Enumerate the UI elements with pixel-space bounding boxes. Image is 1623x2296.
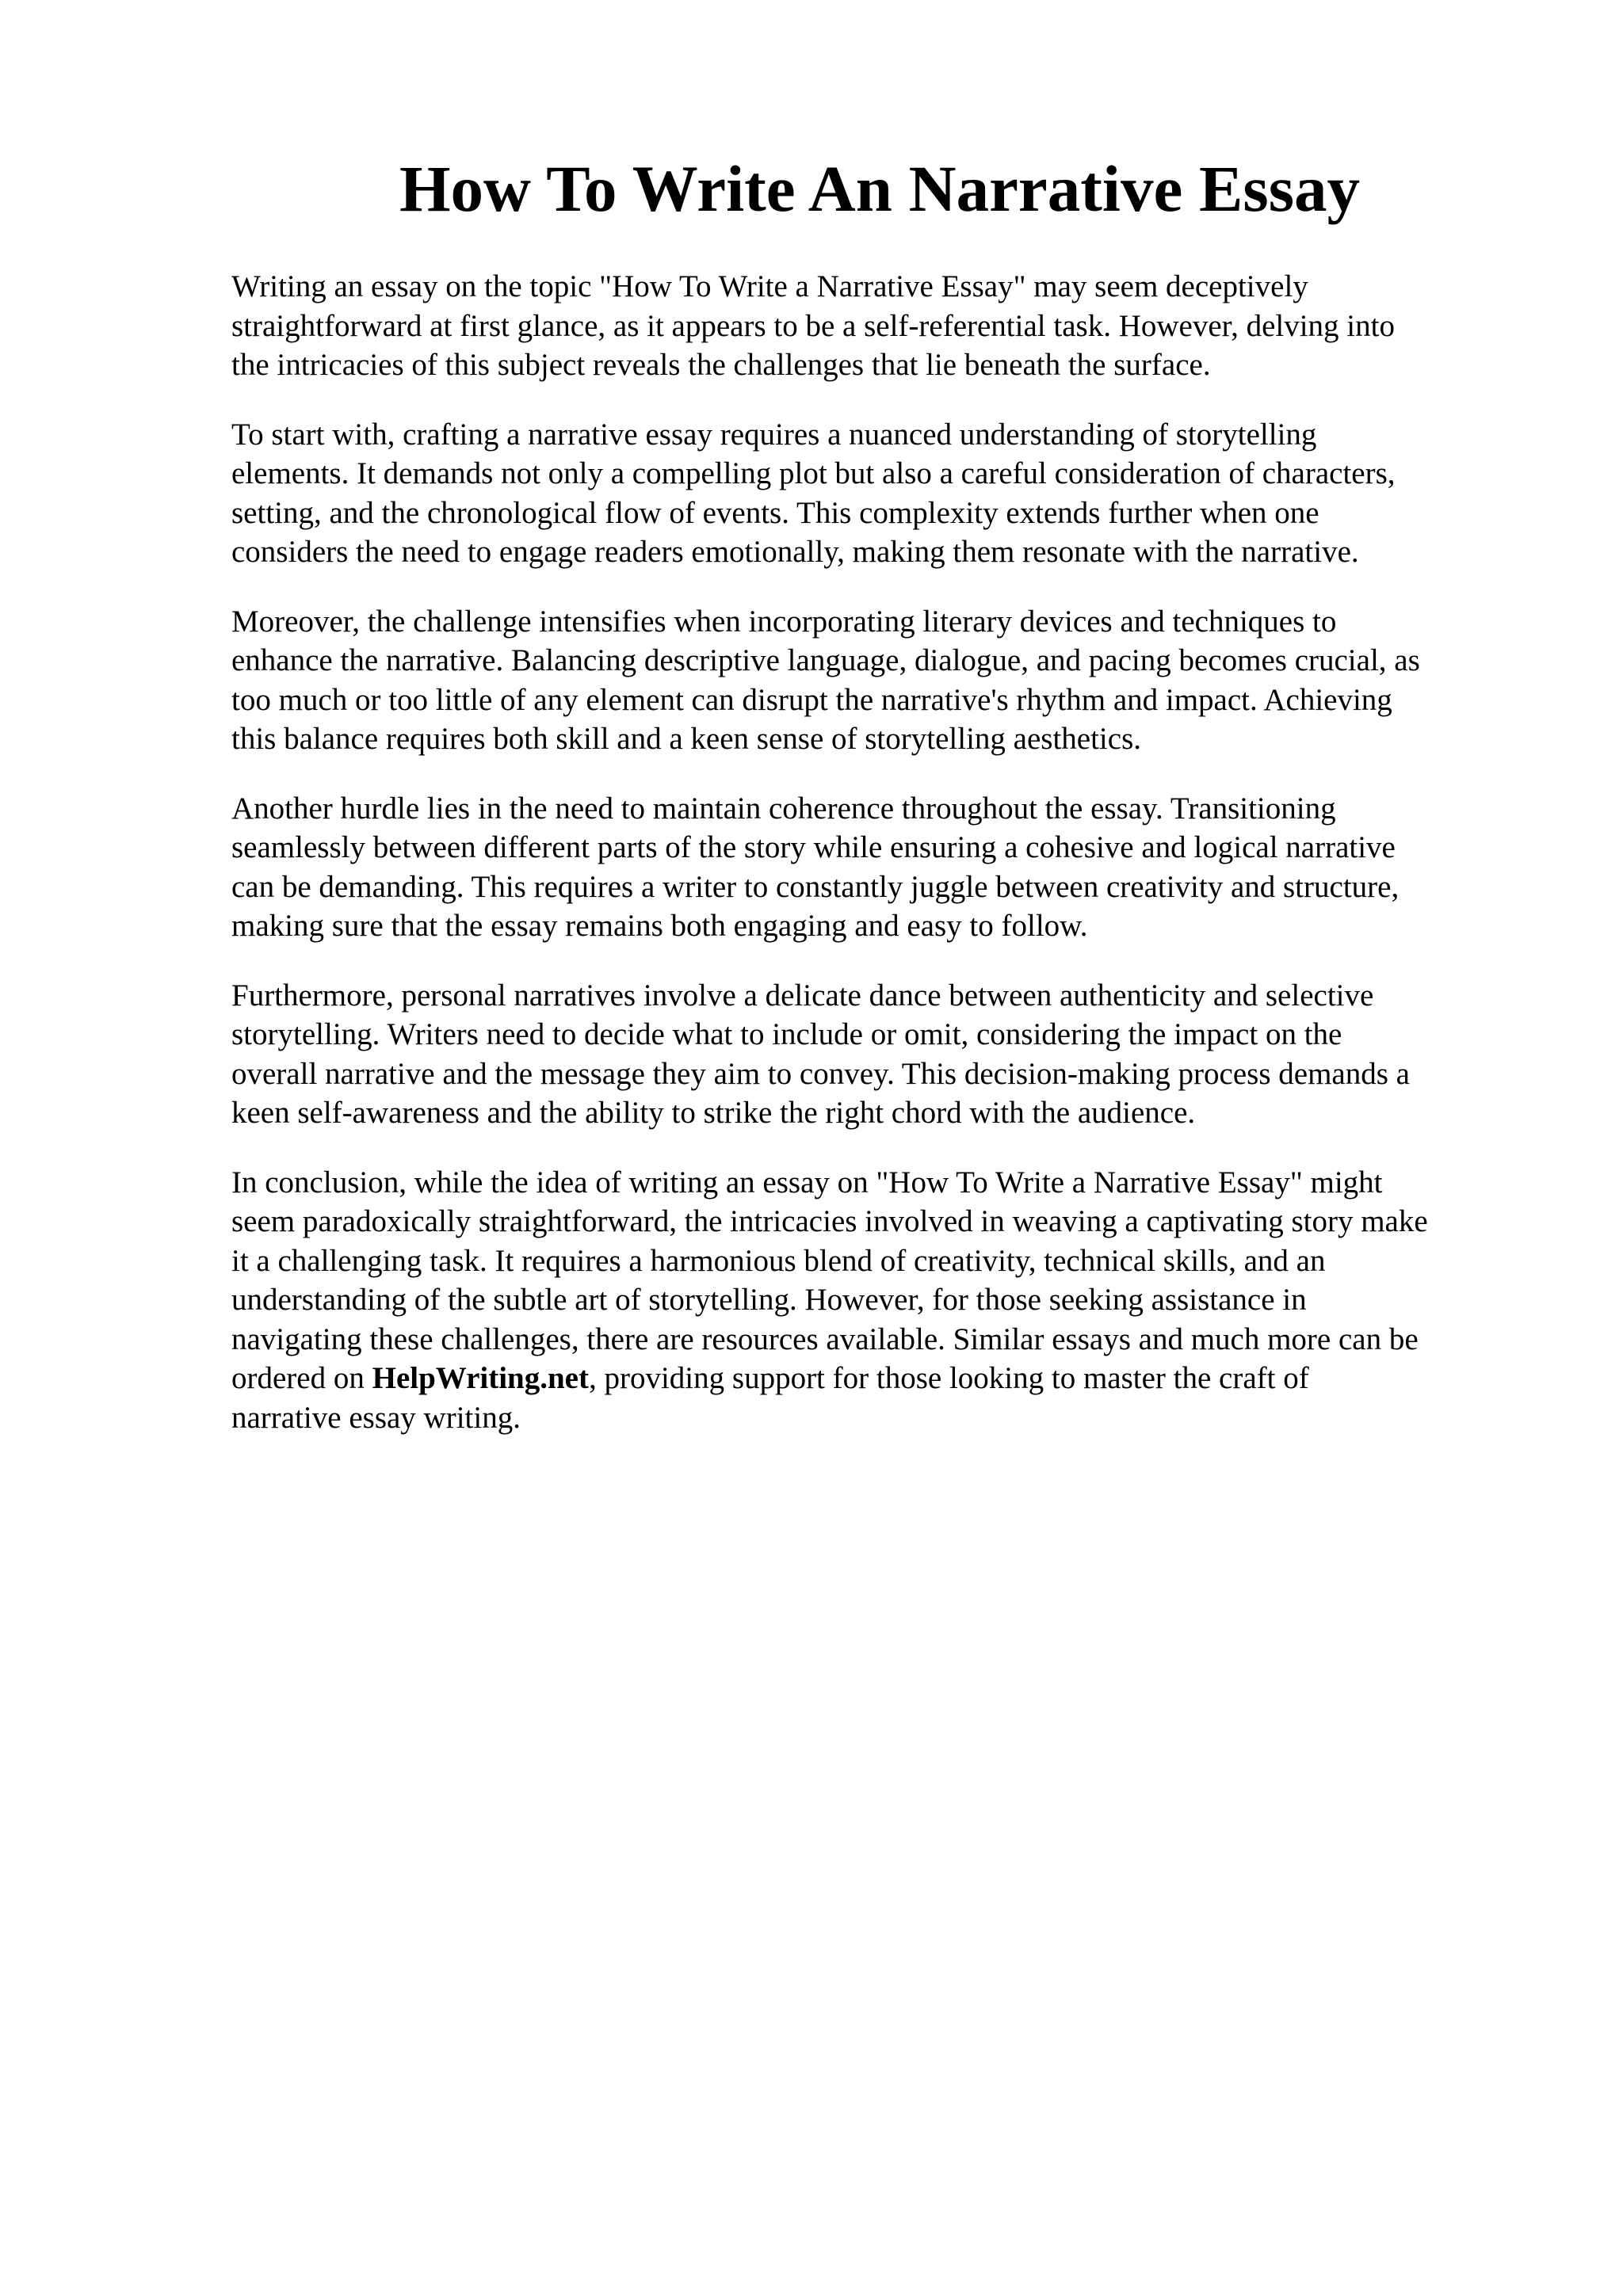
text-line: In conclusion, while the idea of writing an essay on "How To Write a Narrative Essay" might xyxy=(231,1165,1383,1199)
link-suffix-text: , providing support for those looking to master the craft of xyxy=(588,1361,1309,1395)
text-line: making sure that the essay remains both engaging and easy to follow. xyxy=(231,909,1088,943)
paragraph-personal-narratives xyxy=(231,976,1515,1133)
text-line: Another hurdle lies in the need to maintain coherence throughout the essay. Transitioning xyxy=(231,791,1336,826)
text-line: Moreover, the challenge intensifies when incorporating literary devices and techniques to xyxy=(231,604,1337,639)
text-line: seem paradoxically straightforward, the intricacies involved in weaving a captivating story make xyxy=(231,1204,1428,1238)
text-line: keen self-awareness and the ability to strike the right chord with the audience. xyxy=(231,1096,1196,1130)
text-line: storytelling. Writers need to decide what to include or omit, considering the impact on the xyxy=(231,1017,1342,1051)
helpwriting-link[interactable]: HelpWriting.net xyxy=(372,1361,589,1395)
page-title: How To Write An Narrative Essay xyxy=(399,152,1360,225)
paragraph-conclusion xyxy=(231,1163,1515,1438)
text-line: overall narrative and the message they aim to convey. This decision-making process demands a xyxy=(231,1056,1410,1091)
text-line: it a challenging task. It requires a harmonious blend of creativity, technical skills, and an xyxy=(231,1243,1326,1278)
paragraph-literary-devices xyxy=(231,602,1515,759)
text-line: Furthermore, personal narratives involve a delicate dance between authenticity and selective xyxy=(231,978,1374,1013)
paragraph-storytelling-elements xyxy=(231,415,1515,572)
text-line: can be demanding. This requires a writer to constantly juggle between creativity and structure, xyxy=(231,869,1400,904)
paragraph-intro xyxy=(231,267,1515,385)
link-prefix-text: ordered on xyxy=(231,1361,372,1395)
text-line: To start with, crafting a narrative essay requires a nuanced understanding of storytelling xyxy=(231,417,1317,452)
text-line: this balance requires both skill and a keen sense of storytelling aesthetics. xyxy=(231,722,1142,756)
text-line: navigating these challenges, there are resources available. Similar essays and much more can be xyxy=(231,1322,1419,1356)
text-line: seamlessly between different parts of the story while ensuring a cohesive and logical narrative xyxy=(231,830,1396,864)
text-line: setting, and the chronological flow of events. This complexity extends further when one xyxy=(231,495,1319,530)
text-line: enhance the narrative. Balancing descriptive language, dialogue, and pacing becomes crucial, as xyxy=(231,643,1420,677)
text-line: Writing an essay on the topic "How To Write a Narrative Essay" may seem deceptively xyxy=(231,269,1308,303)
text-line: elements. It demands not only a compelling plot but also a careful consideration of characters, xyxy=(231,456,1396,490)
text-line-with-link xyxy=(231,1359,1515,1398)
text-line: understanding of the subtle art of storytelling. However, for those seeking assistance in xyxy=(231,1283,1307,1317)
text-line: considers the need to engage readers emotionally, making them resonate with the narrative. xyxy=(231,535,1359,569)
essay-body xyxy=(231,267,1515,1467)
paragraph-coherence xyxy=(231,789,1515,946)
text-line: the intricacies of this subject reveals the challenges that lie beneath the surface. xyxy=(231,348,1211,382)
text-line: too much or too little of any element can disrupt the narrative's rhythm and impact. Achieving xyxy=(231,682,1392,717)
text-line: straightforward at first glance, as it appears to be a self-referential task. However, delving into xyxy=(231,308,1395,343)
text-line: narrative essay writing. xyxy=(231,1400,521,1435)
